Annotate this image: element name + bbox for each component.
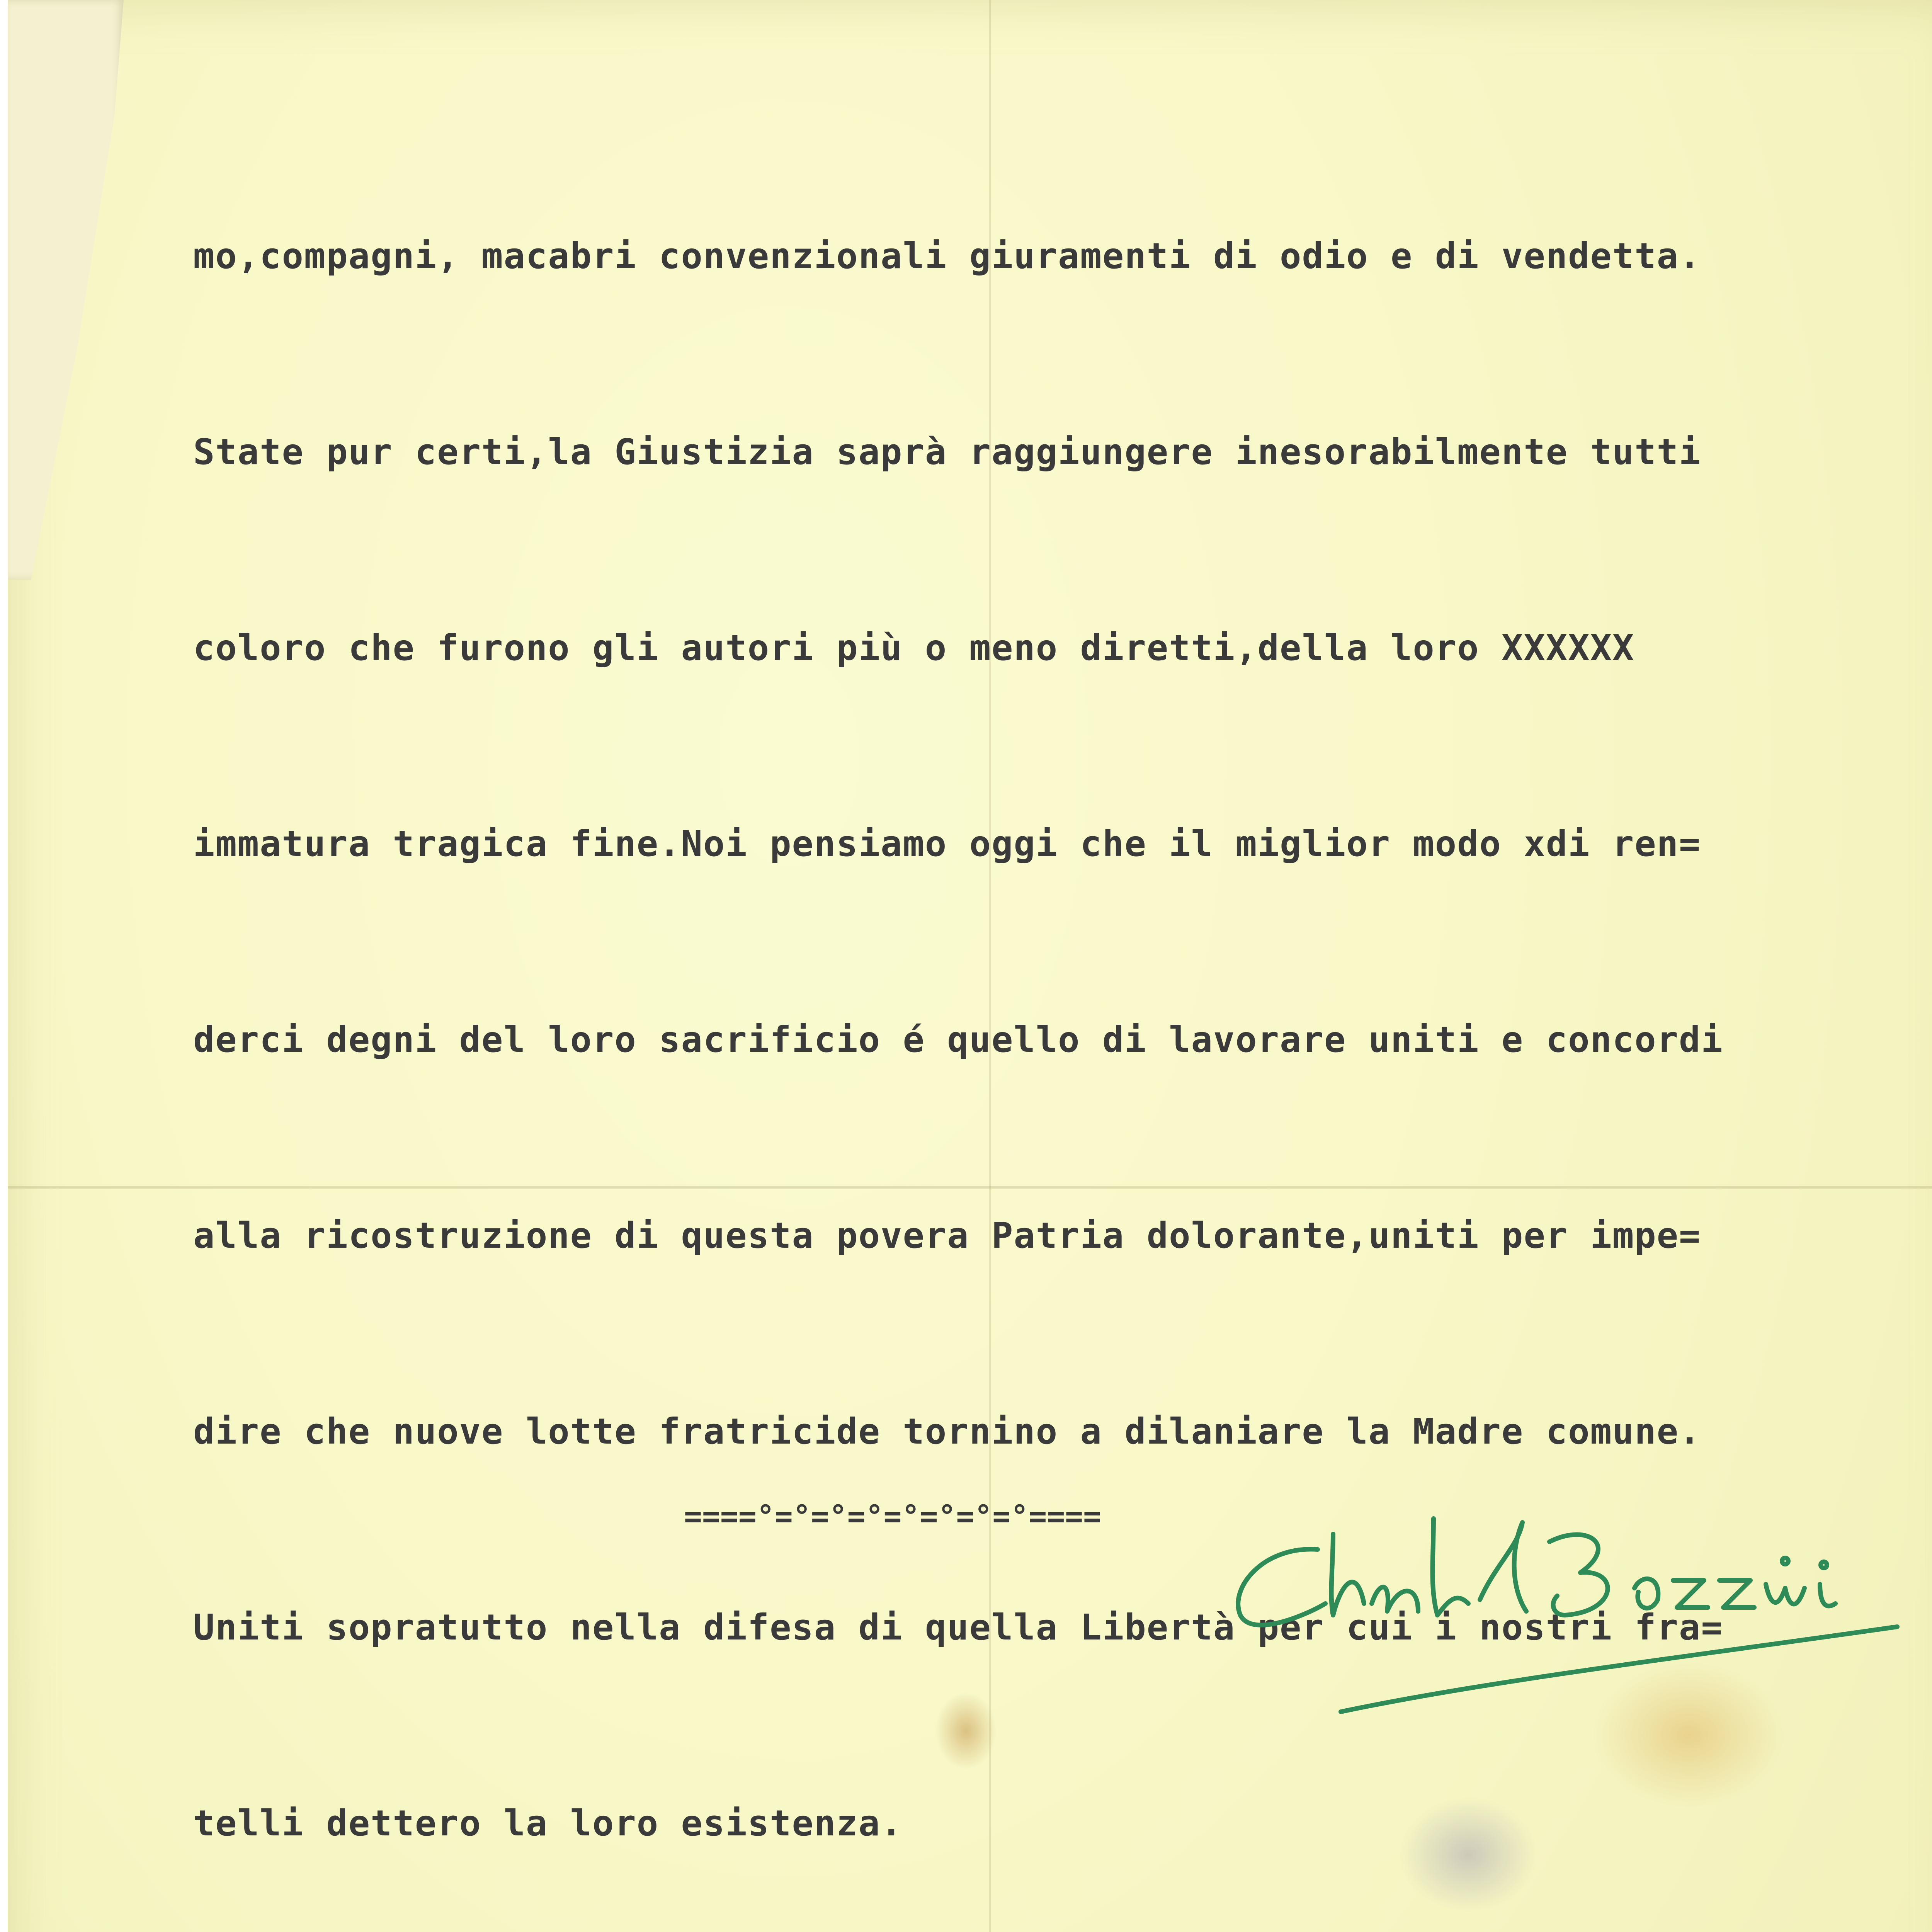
text-line: derci degni del loro sacrificio é quello di lavorare uniti e concordi [193, 1019, 1723, 1060]
separator-line: ====°=°=°=°=°=°=°=°==== [684, 1499, 1102, 1534]
text-line: alla ricostruzione di questa povera Patria dolorante,uniti per impe= [193, 1215, 1701, 1256]
text-line: mo,compagni, macabri convenzionali giuramenti di odio e di vendetta. [193, 235, 1701, 277]
torn-corner [8, 0, 124, 580]
text-line: Uniti sopratutto nella difesa di quella Libertà per cui i nostri fra= [193, 1607, 1723, 1648]
text-line: coloro che furono gli autori più o meno diretti,della loro XXXXXX [193, 627, 1635, 668]
text-line: dire che nuove lotte fratricide tornino a dilaniare la Madre comune. [193, 1411, 1701, 1452]
text-line: immatura tragica fine.Noi pensiamo oggi che il miglior modo xdi ren= [193, 823, 1701, 864]
handwritten-signature [1217, 1488, 1932, 1758]
text-line: State pur certi,la Giustizia saprà raggiungere inesorabilmente tutti [193, 431, 1701, 473]
text-line: telli dettero la loro esistenza. [193, 1803, 903, 1844]
